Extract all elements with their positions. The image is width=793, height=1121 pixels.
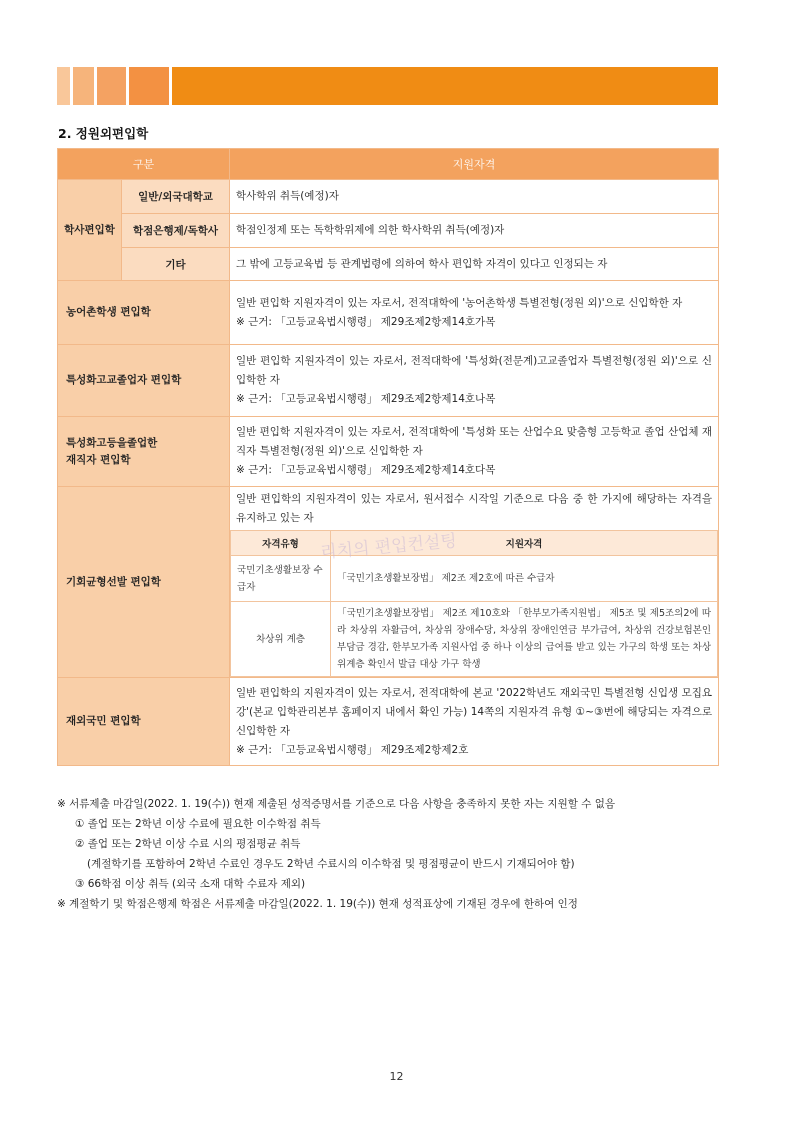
eligibility-table [57,148,719,766]
legal-basis-note: ※ 근거: 「고등교육법시행령」 제29조제2항제14호다목 [236,464,496,476]
eligibility-other: 그 밖에 고등교육법 등 관계법령에 의하여 학사 편입학 자격이 있다고 인정되는 자 [230,248,719,281]
table-row [58,345,719,417]
eligibility-overseas [230,678,719,766]
eligibility-credit-bank: 학점인정제 또는 독학학위제에 의한 학사학위 취득(예정)자 [230,214,719,248]
note-seasonal-credits: ※ 계절학기 및 학점은행제 학점은 서류제출 마감일(2022. 1. 19(수)) 현재 성적표상에 기재된 경우에 한하여 인정 [57,898,578,910]
decor-block-1 [57,67,70,105]
subtable-type-recipient: 국민기초생활보장 수급자 [231,556,331,602]
note-submission-deadline: ※ 서류제출 마감일(2022. 1. 19(수)) 현재 제출된 성적증명서를 기준으로 다음 사항을 충족하지 못한 자는 지원할 수 없음 [57,798,616,810]
category-equity: 기회균형선발 편입학 [58,487,230,678]
subtable-type-near-poverty: 차상위 계층 [231,602,331,677]
subtable-header-type: 자격유형 [231,531,331,556]
table-row [58,678,719,766]
subtable-row [231,602,718,677]
subtable-header-eligibility: 지원자격 [331,531,718,556]
eligibility-text: 일반 편입학 지원자격이 있는 자로서, 전적대학에 '특성화(전문계)고교졸업자 특별전형(정원 외)'으로 신입학한 자 [236,355,713,386]
category-employed-line1: 특성화고등을졸업한 [66,436,158,449]
table-row [58,248,719,281]
category-rural: 농어촌학생 편입학 [58,281,230,345]
note-item-2: ② 졸업 또는 2학년 이상 수료 시의 평점평균 취득 [75,838,301,850]
table-row [58,180,719,214]
subcategory-credit-bank: 학점은행제/독학사 [122,214,230,248]
section-title: 2. 정원외편입학 [58,126,149,141]
subcategory-other: 기타 [122,248,230,281]
table-row [58,281,719,345]
header-eligibility: 지원자격 [230,149,719,180]
legal-basis-note: ※ 근거: 「고등교육법시행령」 제29조제2항제14호나목 [236,393,496,405]
decor-block-4 [129,67,169,105]
watermark: 리치의 편입컨설팅 [319,531,458,563]
note-item-2-detail: (계절학기를 포함하여 2학년 수료인 경우도 2학년 수료시의 이수학점 및 평점평균이 반드시 기재되어야 함) [87,858,575,870]
decor-block-2 [73,67,94,105]
eligibility-text: 일반 편입학의 지원자격이 있는 자로서, 원서접수 시작일 기준으로 다음 중 한 가지에 해당하는 자격을 유지하고 있는 자 [236,493,713,524]
eligibility-general: 학사학위 취득(예정)자 [230,180,719,214]
note-item-3: ③ 66학점 이상 취득 (외국 소재 대학 수료자 제외) [75,878,306,890]
eligibility-specialized [230,345,719,417]
header-decoration-bar [57,67,718,105]
eligibility-equity [230,487,719,678]
decor-block-main [172,67,718,105]
category-overseas: 재외국민 편입학 [58,678,230,766]
eligibility-text: 일반 편입학의 지원자격이 있는 자로서, 전적대학에 본교 '2022학년도 재외국민 특별전형 신입생 모집요강'(본교 입학관리본부 홈페이지 내에서 확인 가능) 14쪽의 지원자격 유형 ①~③번에 해당되는 자격으로 신입학한 자 [236,686,713,737]
eligibility-rural [230,281,719,345]
eligibility-text: 일반 편입학 지원자격이 있는 자로서, 전적대학에 '농어촌학생 특별전형(정원 외)'으로 신입학한 자 [236,296,683,309]
decor-block-3 [97,67,126,105]
subcategory-general: 일반/외국대학교 [122,180,230,214]
subtable-header-row [231,531,718,556]
equity-subtable [230,530,718,677]
category-bachelor: 학사편입학 [58,180,122,281]
subtable-row [231,556,718,602]
table-row [58,487,719,678]
legal-basis-note: ※ 근거: 「고등교육법시행령」 제29조제2항제14호가목 [236,315,496,328]
legal-basis-note: ※ 근거: 「고등교육법시행령」 제29조제2항제2호 [236,743,469,756]
note-item-1: ① 졸업 또는 2학년 이상 수료에 필요한 이수학점 취득 [75,818,321,830]
category-employed-line2: 재직자 편입학 [66,453,131,466]
eligibility-text: 일반 편입학 지원자격이 있는 자로서, 전적대학에 '특성화 또는 산업수요 맞춤형 고등학교 졸업 산업체 재직자 특별전형(정원 외)'으로 신입학한 자 [236,426,713,457]
table-header-row [58,149,719,180]
page-number: 12 [389,1070,404,1083]
category-employed [58,417,230,487]
subtable-content-recipient: 「국민기초생활보장법」 제2조 제2호에 따른 수급자 [331,556,718,602]
table-row [58,417,719,487]
header-category: 구분 [58,149,230,180]
category-specialized: 특성화고교졸업자 편입학 [58,345,230,417]
table-row [58,214,719,248]
footnotes [57,794,727,914]
eligibility-employed [230,417,719,487]
subtable-content-near-poverty: 「국민기초생활보장법」 제2조 제10호와 「한부모가족지원법」 제5조 및 제5조의2에 따라 차상위 자활급여, 차상위 장애수당, 차상위 장애인연금 부가급여, 차상위 건강보험본인부담금 경감, 한부모가족 지원사업 중 하나 이상의 급여를 받고 있는 가구의 학생 또는 차상위계층 확인서 발급 대상 가구 학생 [331,602,718,677]
